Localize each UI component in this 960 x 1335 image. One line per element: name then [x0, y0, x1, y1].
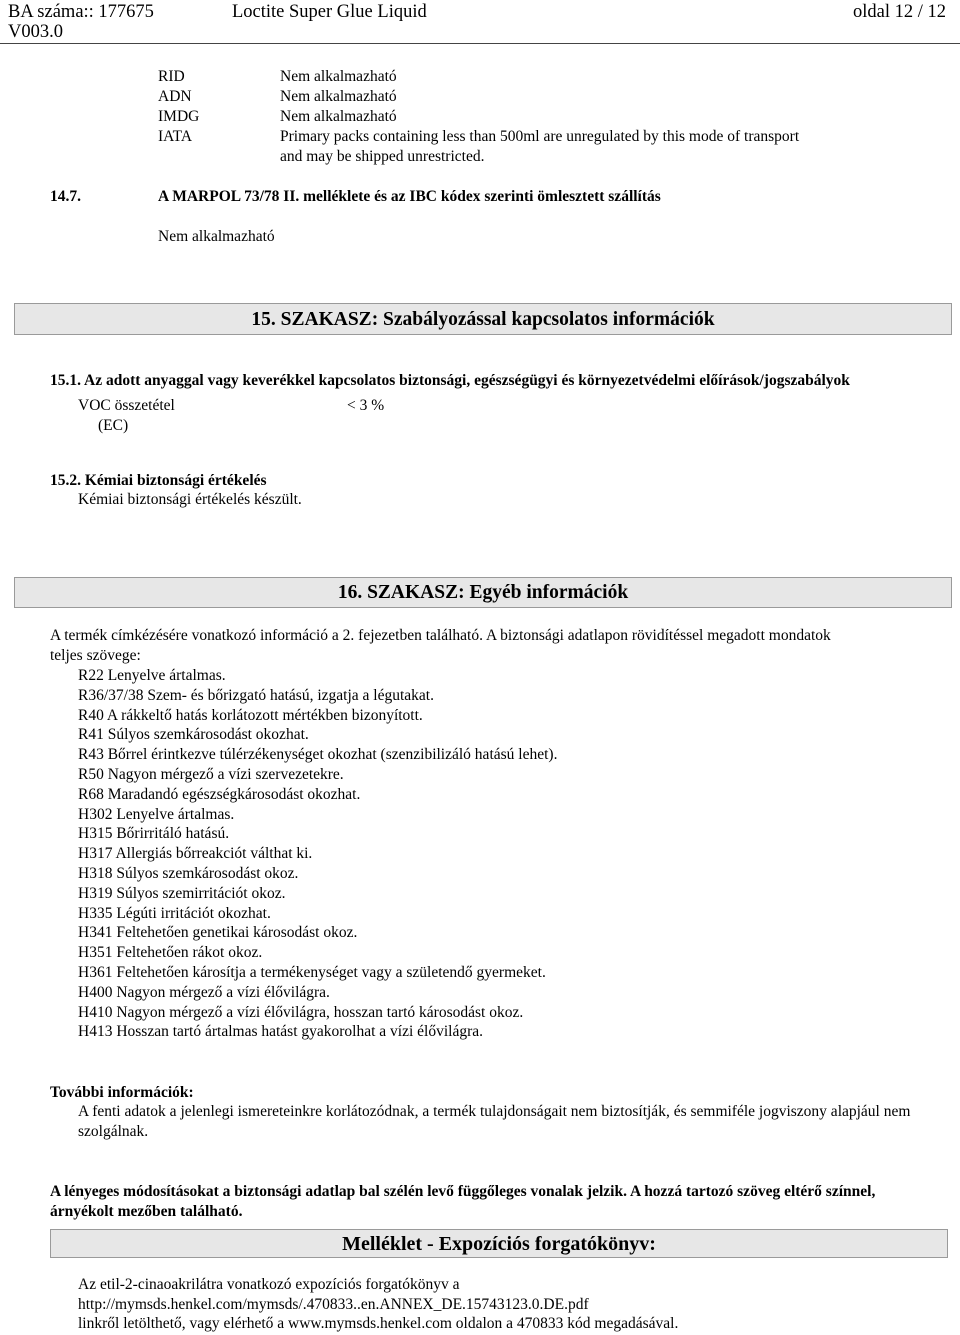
hazard-phrase: R43 Bőrrel érintkezve túlérzékenységet okozhat (szenzibilizáló hatású lehet). — [78, 746, 558, 764]
transport-value-adn: Nem alkalmazható — [280, 88, 397, 105]
hazard-phrase: H315 Bőrirritáló hatású. — [78, 825, 230, 843]
hazard-phrase: H400 Nagyon mérgező a vízi élővilágra. — [78, 983, 330, 1001]
page-number: oldal 12 / 12 — [852, 2, 946, 22]
transport-code-adn: ADN — [158, 88, 192, 105]
hazard-phrase: H361 Feltehetően károsítja a termékenységet vagy a születendő gyermeket. — [78, 963, 546, 981]
hazard-phrase: R22 Lenyelve ártalmas. — [78, 667, 226, 684]
hazard-phrase: R40 A rákkeltő hatás korlátozott mértékben bizonyított. — [78, 706, 423, 724]
annex-line1: Az etil-2-cinaoakrilátra vonatkozó expozíciós forgatókönyv a — [78, 1276, 460, 1293]
further-info-text: A fenti adatok a jelenlegi ismereteinkre korlátozódnak, a termék tulajdonságait nem biztosítják, és semmiféle jogviszony alapjául nem szolgálnak. — [78, 1103, 911, 1140]
voc-label: VOC összetétel — [78, 397, 175, 414]
hazard-phrase: R68 Maradandó egészségkárosodást okozhat. — [78, 785, 361, 803]
section-16-intro-line2: teljes szövege: — [50, 647, 141, 664]
hazard-phrase: H341 Feltehetően genetikai károsodást okoz. — [78, 924, 358, 942]
hazard-phrase-list — [78, 666, 557, 1042]
hazard-phrase: R50 Nagyon mérgező a vízi szervezetekre. — [78, 765, 344, 783]
transport-value-imdg: Nem alkalmazható — [280, 108, 397, 125]
hazard-phrase: R41 Súlyos szemkárosodást okozhat. — [78, 726, 309, 744]
hazard-phrase: H302 Lenyelve ártalmas. — [78, 805, 235, 823]
annex-heading: Melléklet - Expozíciós forgatókönyv: — [50, 1229, 948, 1258]
document-number: BA száma:: 177675 — [8, 2, 154, 22]
changes-note: A lényeges módosításokat a biztonsági adatlap bal szélén levő függőleges vonalak jelzik. A hozzá tartozó szöveg eltérő színnel, árnyékolt mezőben található. — [50, 1183, 876, 1220]
transport-value-rid: Nem alkalmazható — [280, 68, 397, 85]
section-15-2-text: Kémiai biztonsági értékelés készült. — [78, 491, 302, 508]
section-16-intro-line1: A termék címkézésére vonatkozó információ a 2. fejezetben található. A biztonsági adatlapon rövidítéssel megadott mondatok — [50, 627, 831, 644]
section-14-7-value: Nem alkalmazható — [158, 228, 275, 245]
version-number: V003.0 — [8, 22, 63, 42]
section-14-7-number: 14.7. — [50, 188, 81, 205]
annex-link[interactable]: http://mymsds.henkel.com/mymsds/.470833..en.ANNEX_DE.15743123.0.DE.pdf — [78, 1296, 589, 1313]
section-14-7-title: A MARPOL 73/78 II. melléklete és az IBC kódex szerinti ömlesztett szállítás — [158, 188, 661, 205]
section-15-2-title: 15.2. Kémiai biztonsági értékelés — [50, 472, 267, 489]
hazard-phrase: H410 Nagyon mérgező a vízi élővilágra, hosszan tartó károsodást okoz. — [78, 1003, 524, 1021]
hazard-phrase: H335 Légúti irritációt okozhat. — [78, 904, 271, 922]
hazard-phrase: H351 Feltehetően rákot okoz. — [78, 944, 263, 962]
transport-value-iata: Primary packs containing less than 500ml are unregulated by this mode of transport — [280, 128, 800, 145]
further-info-title: További információk: — [50, 1084, 194, 1101]
voc-unit: (EC) — [98, 417, 129, 434]
transport-code-rid: RID — [158, 68, 185, 85]
voc-value: < 3 % — [347, 397, 385, 414]
hazard-phrase: H318 Súlyos szemkárosodást okoz. — [78, 864, 299, 882]
annex-line3: linkről letölthető, vagy elérhető a www.mymsds.henkel.com oldalon a 470833 kód megadásával. — [78, 1315, 679, 1332]
hazard-phrase: R36/37/38 Szem- és bőrizgató hatású, izgatja a légutakat. — [78, 686, 434, 704]
transport-value-iata-continuation: and may be shipped unrestricted. — [280, 148, 485, 165]
transport-code-iata: IATA — [158, 128, 193, 145]
section-15-heading: 15. SZAKASZ: Szabályozással kapcsolatos információk — [14, 303, 952, 335]
section-16-heading: 16. SZAKASZ: Egyéb információk — [14, 577, 952, 608]
section-15-1-title: 15.1. Az adott anyaggal vagy keverékkel kapcsolatos biztonsági, egészségügyi és környezetvédelmi előírások/jogszabályok — [50, 372, 850, 389]
transport-code-imdg: IMDG — [158, 108, 200, 125]
hazard-phrase: H317 Allergiás bőrreakciót válthat ki. — [78, 845, 313, 863]
hazard-phrase: H319 Súlyos szemirritációt okoz. — [78, 884, 286, 902]
product-name: Loctite Super Glue Liquid — [232, 2, 427, 22]
hazard-phrase: H413 Hosszan tartó ártalmas hatást gyakorolhat a vízi élővilágra. — [78, 1023, 484, 1041]
header-rule — [0, 43, 960, 44]
